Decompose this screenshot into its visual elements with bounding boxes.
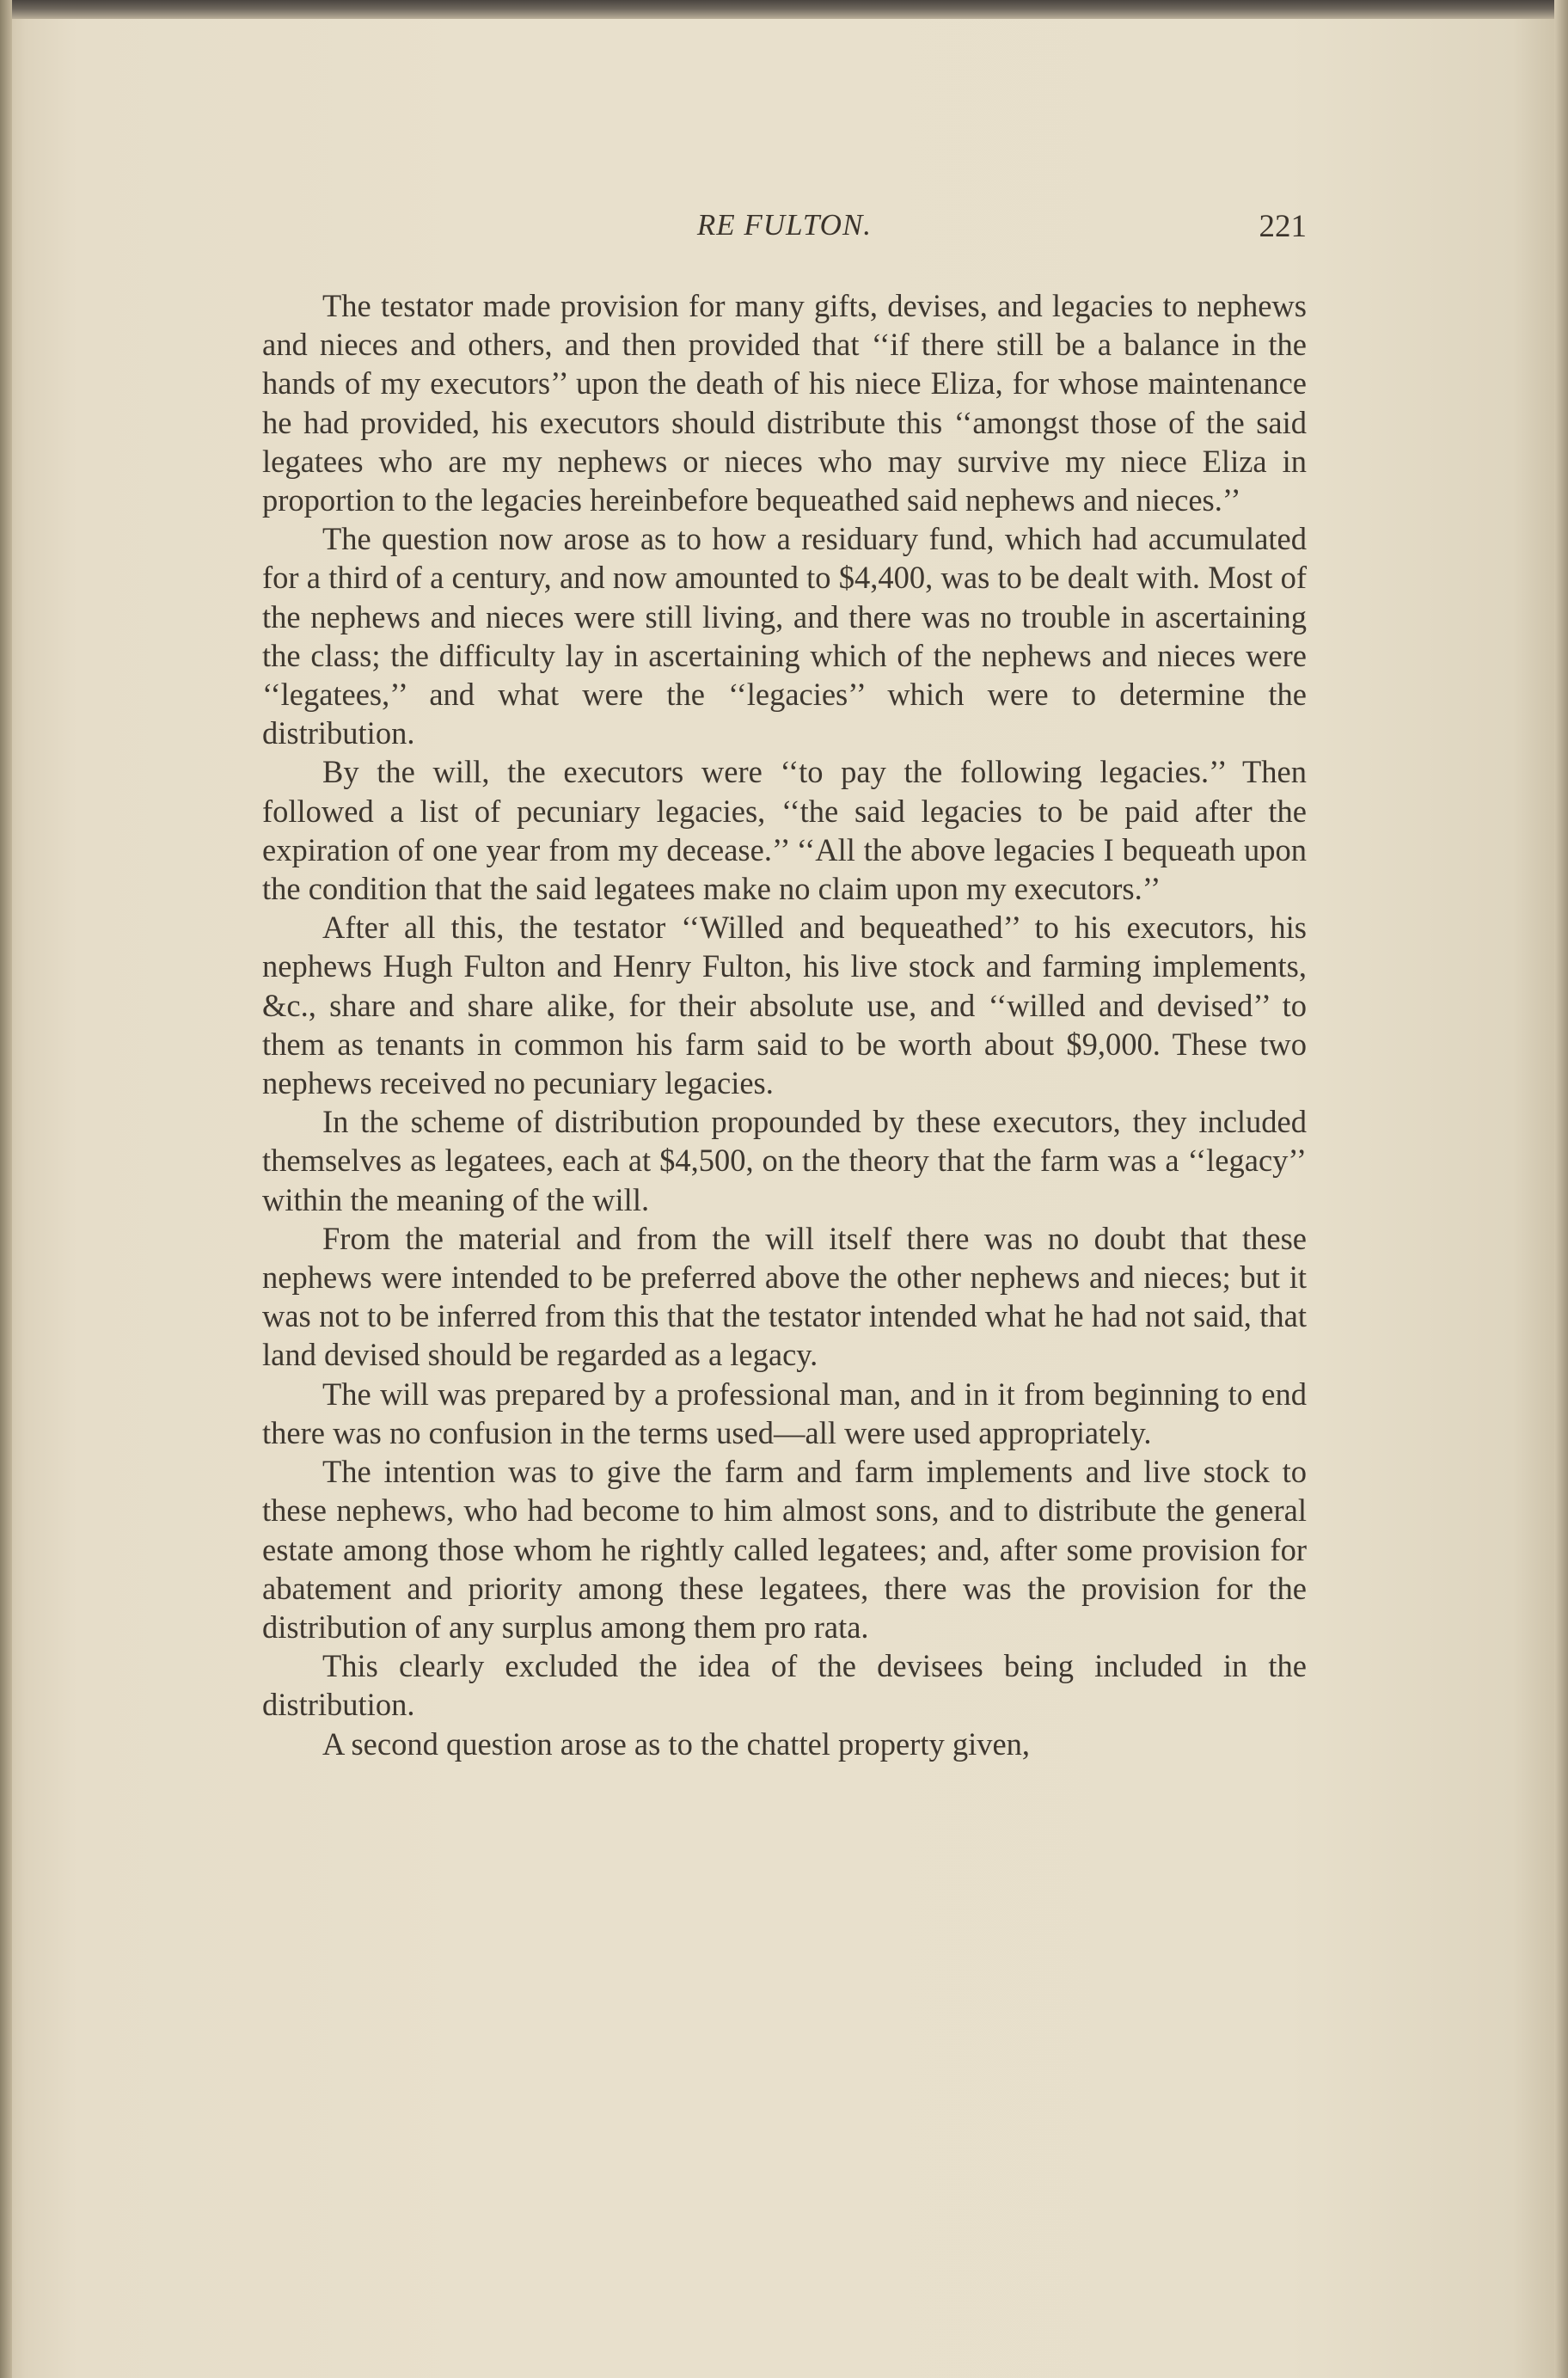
paragraph: The question now arose as to how a residuary fund, which had accumulated for a third of a century, and now amounted to $4,400, was to be dealt with. Most of the nephews and nieces were still living, and there was no trouble in ascertaining the class; the difficulty lay in ascertaining which of the nephews and nieces were ‘‘legatees,’’ and what were the ‘‘legacies’’ which were to determine the distribution.	[262, 521, 1307, 751]
paragraph: After all this, the testator ‘‘Willed and bequeathed’’ to his executors, his nephews Hugh Fulton and Henry Fulton, his live stock and farming implements, &c., share and share alike, for their absolute use, and ‘‘willed and devised’’ to them as tenants in common his farm said to be worth about $9,000. These two nephews received no pecuniary legacies.	[262, 910, 1307, 1101]
paragraph: The intention was to give the farm and farm implements and live stock to these nephews, who had become to him almost sons, and to distribute the general estate among those whom he rightly called legatees; and, after some provision for abatement and priority among these legatees, there was the provision for the distribution of any surplus among them pro rata.	[262, 1454, 1307, 1645]
running-head	[262, 208, 1307, 251]
paragraph: This clearly excluded the idea of the devisees being included in the distribution.	[262, 1648, 1307, 1723]
paragraph: A second question arose as to the chattel property given,	[322, 1725, 1031, 1762]
body-text	[262, 286, 1307, 1763]
page-number: 221	[1259, 209, 1307, 244]
page-left-edge	[0, 0, 12, 2378]
paragraph: The will was prepared by a professional man, and in it from beginning to end there was no confusion in the terms used—all were used appropriately.	[262, 1376, 1307, 1450]
paragraph: In the scheme of distribution propounded by these executors, they included themselves as legatees, each at $4,500, on the theory that the farm was a ‘‘legacy’’ within the meaning of the will.	[262, 1104, 1307, 1217]
paragraph: From the material and from the will itself there was no doubt that these nephews were intended to be preferred above the other nephews and nieces; but it was not to be inferred from this that the testator intended what he had not said, that land devised should be regarded as a legacy.	[262, 1220, 1307, 1373]
page-top-edge	[0, 0, 1568, 19]
paragraph: The testator made provision for many gifts, devises, and legacies to nephews and nieces and others, and then provided that ‘‘if there still be a balance in the hands of my executors’’ upon the death of his niece Eliza, for whose maintenance he had provided, his executors should distribute this ‘‘amongst those of the said legatees who are my nephews or nieces who may survive my niece Eliza in proportion to the legacies hereinbefore bequeathed said nephews and nieces.’’	[262, 288, 1307, 518]
paragraph: By the will, the executors were ‘‘to pay the following legacies.’’ Then followed a list of pecuniary legacies, ‘‘the said legacies to be paid after the expiration of one year from my decease.’’ ‘‘All the above legacies I bequeath upon the condition that the said legatees make no claim upon my executors.’’	[262, 754, 1307, 907]
running-title: RE FULTON.	[696, 208, 873, 242]
page-right-edge	[1554, 0, 1568, 2378]
